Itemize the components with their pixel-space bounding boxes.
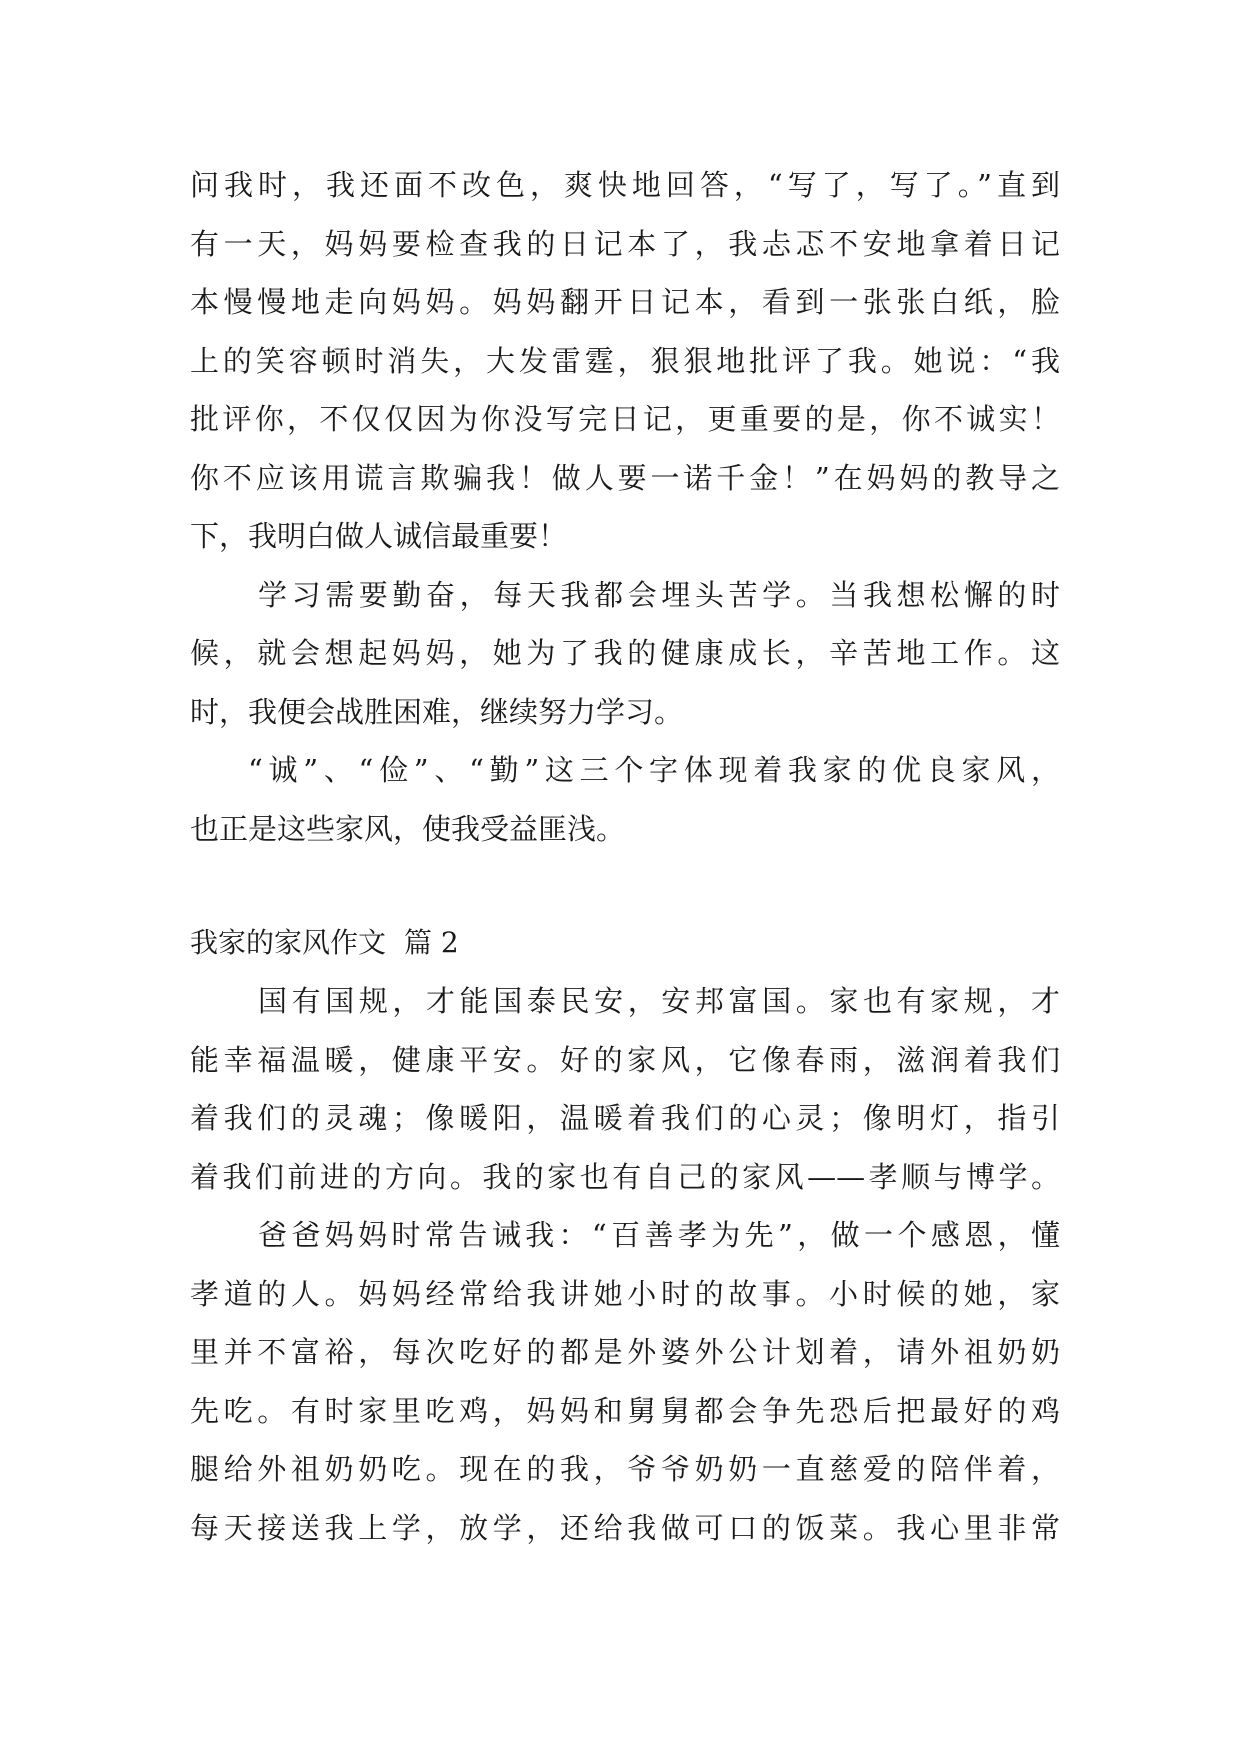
text-line: 候，就会想起妈妈，她为了我的健康成长，辛苦地工作。这 <box>190 636 1060 670</box>
text-line: 下，我明白做人诚信最重要！ <box>190 519 568 553</box>
heading-number: 篇 2 <box>404 926 459 959</box>
text-line: 里并不富裕，每次吃好的都是外婆外公计划着，请外祖奶奶 <box>190 1335 1060 1369</box>
text-line: 也正是这些家风，使我受益匪浅。 <box>190 811 626 846</box>
text-line: 有一天，妈妈要检查我的日记本了，我忐忑不安地拿着日记 <box>190 226 1060 261</box>
paragraph-start-line: 爸爸妈妈时常告诫我：“百善孝为先”，做一个感恩，懂 <box>258 1218 1060 1252</box>
text-line: 你不应该用谎言欺骗我！做人要一诺千金！”在妈妈的教导之 <box>190 460 1060 495</box>
text-line: 着我们的灵魂；像暖阳，温暖着我们的心灵；像明灯，指引 <box>190 1101 1060 1135</box>
heading-title: 我家的家风作文 <box>190 926 387 959</box>
paragraph-start-line: 学习需要勤奋，每天我都会埋头苦学。当我想松懈的时 <box>258 577 1060 612</box>
essay-section-1 <box>190 156 1060 858</box>
text-line: 本慢慢地走向妈妈。妈妈翻开日记本，看到一张张白纸，脸 <box>190 285 1060 319</box>
text-line: 腿给外祖奶奶吃。现在的我，爷爷奶奶一直慈爱的陪伴着， <box>190 1452 1060 1486</box>
text-line: 能幸福温暖，健康平安。好的家风，它像春雨，滋润着我们 <box>190 1042 1060 1077</box>
text-line: 先吃。有时家里吃鸡，妈妈和舅舅都会争先恐后把最好的鸡 <box>190 1393 1060 1428</box>
text-line: 着我们前进的方向。我的家也有自己的家风——孝顺与博学。 <box>190 1159 1060 1194</box>
text-line: 问我时，我还面不改色，爽快地回答，“写了，写了。”直到 <box>190 168 1060 202</box>
text-line: 时，我便会战胜困难，继续努力学习。 <box>190 694 684 729</box>
section-heading <box>190 914 1060 972</box>
paragraph-start-line: 国有国规，才能国泰民安，安邦富国。家也有家规，才 <box>258 984 1060 1018</box>
paragraph-start-line: “诚”、“俭”、“勤”这三个字体现着我家的优良家风， <box>248 753 1060 787</box>
text-line: 上的笑容顿时消失，大发雷霆，狠狠地批评了我。她说：“我 <box>190 343 1060 378</box>
essay-section-2 <box>190 972 1060 1557</box>
text-line: 每天接送我上学，放学，还给我做可口的饭菜。我心里非常 <box>190 1510 1060 1545</box>
text-line: 批评你，不仅仅因为你没写完日记，更重要的是，你不诚实！ <box>190 402 1060 436</box>
text-line: 孝道的人。妈妈经常给我讲她小时的故事。小时候的她，家 <box>190 1276 1060 1311</box>
